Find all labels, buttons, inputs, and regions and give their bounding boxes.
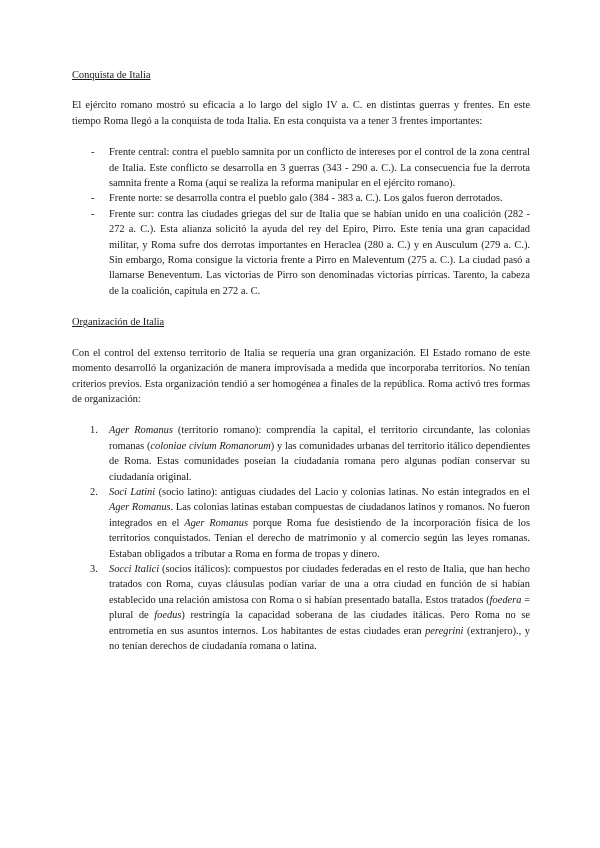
latin-term: Socci Italici [109,563,160,575]
list-item [72,485,530,562]
section-heading-conquista: Conquista de Italia [72,70,151,81]
list-item-text: Frente norte: se desarrolla contra el pueblo galo (384 - 383 a. C.). Los galos fueron derrotados. [109,193,503,205]
list-item-text: porque Roma fue desistiendo de la incorporación física de los territorios conquistados. Tenían el derecho de matrimonio y al comercio según las leyes romanas. Estaban obligados a tributar a Roma en forma de tropas y dinero. [109,517,530,560]
list-item [72,423,530,485]
bullet-dash: - [91,147,95,159]
frentes-list [72,145,530,299]
section-heading-organizacion: Organización de Italia [72,317,165,329]
latin-term: Ager Romanus [109,502,171,514]
list-item-text: (territorio romano): comprendía la capital, el territorio circundante, las colonias romanas ( [109,425,530,452]
list-item-text: . Las colonias latinas estaban compuestas de ciudadanos latinos y romanos. No fueron integrados en el [109,502,530,529]
latin-term: peregrini [425,625,464,637]
latin-term: Ager Romanus [109,425,173,437]
bullet-dash: - [91,193,95,205]
list-item [72,191,530,206]
latin-term: coloniae civium Romanorum [150,440,271,452]
latin-term: Ager Romanus [184,517,249,529]
list-item [72,145,530,191]
list-number: 3. [90,563,98,575]
list-number: 1. [90,425,98,437]
list-item [72,562,530,654]
intro-paragraph-conquista: El ejército romano mostró su eficacia a lo largo del siglo IV a. C. en distintas guerras y frentes. En este tiempo Roma llegó a la conquista de toda Italia. En esta conquista va a tener 3 frentes importantes: [72,100,530,127]
bullet-dash: - [91,208,95,220]
list-item-text: ) restringía la capacidad soberana de las ciudades itálicas. Pero Roma no se entrometía en sus asuntos internos. Los habitantes de estas ciudades eran [109,610,530,637]
intro-paragraph-organizacion: Con el control del extenso territorio de Italia se requería una gran organización. El Estado romano de este momento desarrolló la organización de manera improvisada a medida que incorporaba territorios. No tenían criterios previos. Esta organización tendió a ser homogénea a finales de la república. Roma activó tres formas de organización: [72,347,530,405]
list-item [72,207,530,299]
list-item-text: (socio latino): antiguas ciudades del Lacio y colonias latinas. No están integrados en el [155,486,530,498]
list-number: 2. [90,486,98,498]
document-body [72,68,530,654]
list-item-text: = plural de [109,594,530,622]
latin-term: Soci Latini [109,486,156,498]
list-item-text: Frente sur: contra las ciudades griegas del sur de Italia que se habían unido en una coalición (282 - 272 a. C.). Esta alianza solicitó la ayuda del rey del Epiro, Pirro. Este tenía una gran capacidad militar, y Roma sufre dos derrotas importantes en Heraclea (280 a. C.) y en Ausculum (279 a. C.). Sin embargo, Roma consigue la victoria frente a Pirro en Maleventum (275 a. C.). La ciudad pasó a llamarse Beneventum. Las victorias de Pirro son denominadas victorias pírricas. Tarento, la cabeza de la coalición, capitula en 272 a. C. [109,208,530,297]
list-item-text: ) y las comunidades urbanas del territorio itálico dependientes de Roma. Estas comunidades poseían la ciudadanía romana pero algunas podían conservar su ciudadanía original. [109,440,531,483]
latin-term: foedera [489,594,522,606]
list-item-text: Frente central: contra el pueblo samnita por un conflicto de intereses por el control de la zona central de Italia. Este conflicto se desarrolla en 3 guerras (343 - 290 a. C.). La consecuencia fue la derrota samnita frente a Roma (aquí se realiza la reforma manipular en el ejército romano). [109,147,530,190]
latin-term: foedus [154,610,182,622]
list-item-text: (extranjero)., y no tenían derechos de ciudadanía romana o latina. [109,625,530,652]
list-item-text: (socios itálicos): compuestos por ciudades federadas en el resto de Italia, que han hecho tratados con Roma, cuyas cláusulas podían variar de una a otra ciudad en función de si habían establecido una relación amistosa con Roma o si habían presentado batalla. Estos tratados ( [109,563,530,606]
organizacion-list [72,423,530,654]
